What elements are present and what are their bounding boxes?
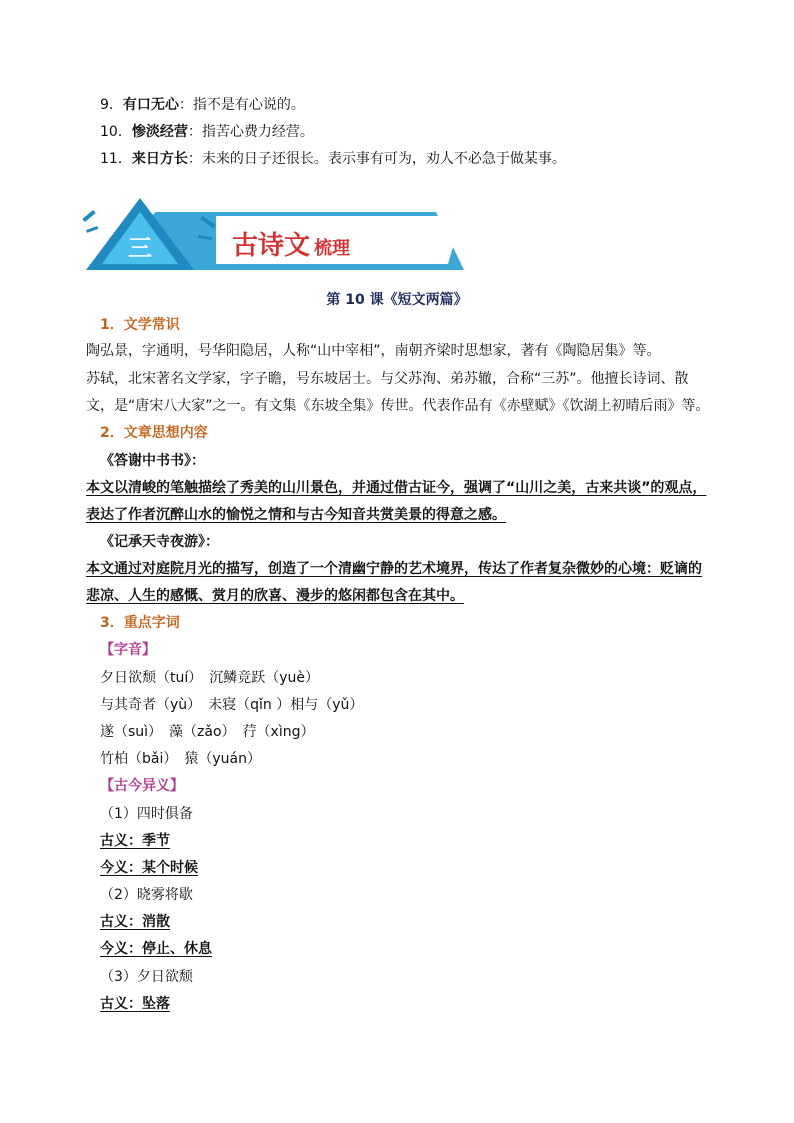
ancient-meaning: 古义：坠落 [100,996,170,1012]
paragraph-tao: 陶弘景，字通明，号华阳隐居，人称“山中宰相”，南朝齐梁时思想家，著有《陶隐居集》等。 [86,343,661,359]
modern-meaning: 今义：某个时候 [100,860,198,876]
vocab-item-9 [100,96,305,114]
vocab-item-11 [100,150,566,168]
vocab-definition: 指苦心费力经营。 [201,124,314,140]
pronunciation-line: 竹柏（bǎi） 猿（yuán） [100,751,261,767]
tag-ancient-modern: 【古今异义】 [100,778,184,794]
separator: ： [187,151,202,167]
vocab-term: 来日方长 [131,151,188,167]
separator: ： [178,97,193,113]
modern-meaning: 今义：停止、休息 [100,941,212,957]
work1-summary-line2: 表达了作者沉醉山水的愉悦之情和与古今知音共赏美景的得意之感。 [86,507,506,523]
item-number: 11． [100,151,132,167]
lesson-title: 第 10 课《短文两篇》 [326,292,468,308]
meaning-item-label: （1）四时俱备 [100,806,193,822]
pronunciation-line: 与其奇者（yù） 未寝（qǐn ）相与（yǔ） [100,697,364,713]
section-heading-literature: 1．文学常识 [100,317,180,333]
meaning-item-label: （2）晓雾将歇 [100,887,193,903]
ancient-meaning: 古义：季节 [100,833,170,849]
work2-summary-line2: 悲凉、人生的感慨、赏月的欣喜、漫步的悠闲都包含在其中。 [86,588,464,604]
work-title-2: 《记承天寺夜游》： [100,534,219,550]
vocab-definition: 未来的日子还很长。表示事有可为，劝人不必急于做某事。 [201,151,566,167]
vocab-term: 惨淡经营 [131,124,188,140]
banner-number: 三 [128,233,152,262]
separator: ： [187,124,202,140]
section-heading-words: 3．重点字词 [100,615,180,631]
meaning-item-label: （3）夕日欲颓 [100,969,193,985]
banner-title-main: 古诗文 [232,231,311,261]
vocab-definition: 指不是有心说的。 [192,97,305,113]
work1-summary-line1: 本文以清峻的笔触描绘了秀美的山川景色，并通过借古证今，强调了“山川之美，古来共谈”的观点， [86,480,707,496]
tag-pronunciation: 【字音】 [100,642,156,658]
section-banner [76,198,476,278]
pronunciation-line: 夕日欲颓（tuí） 沉鳞竞跃（yuè） [100,670,320,686]
ancient-meaning: 古义：消散 [100,914,170,930]
paragraph-su-line1: 苏轼，北宋著名文学家，字子瞻，号东坡居士。与父苏洵、弟苏辙，合称“三苏”。他擅长诗词、散 [86,371,689,387]
vocab-item-10 [100,123,314,141]
item-number: 10． [100,124,132,140]
item-number: 9． [100,97,123,113]
pronunciation-line: 遂（suì） 藻（zǎo） 荇（xìng） [100,724,315,740]
section-heading-ideas: 2．文章思想内容 [100,425,208,441]
work-title-1: 《答谢中书书》： [100,453,205,469]
vocab-term: 有口无心 [122,97,179,113]
banner-title-sub: 梳理 [314,238,350,259]
paragraph-su-line2: 文，是“唐宋八大家”之一。有文集《东坡全集》传世。代表作品有《赤壁赋》《饮湖上初晴后雨》等。 [86,398,710,414]
work2-summary-line1: 本文通过对庭院月光的描写，创造了一个清幽宁静的艺术境界，传达了作者复杂微妙的心境：贬谪的 [86,561,702,577]
